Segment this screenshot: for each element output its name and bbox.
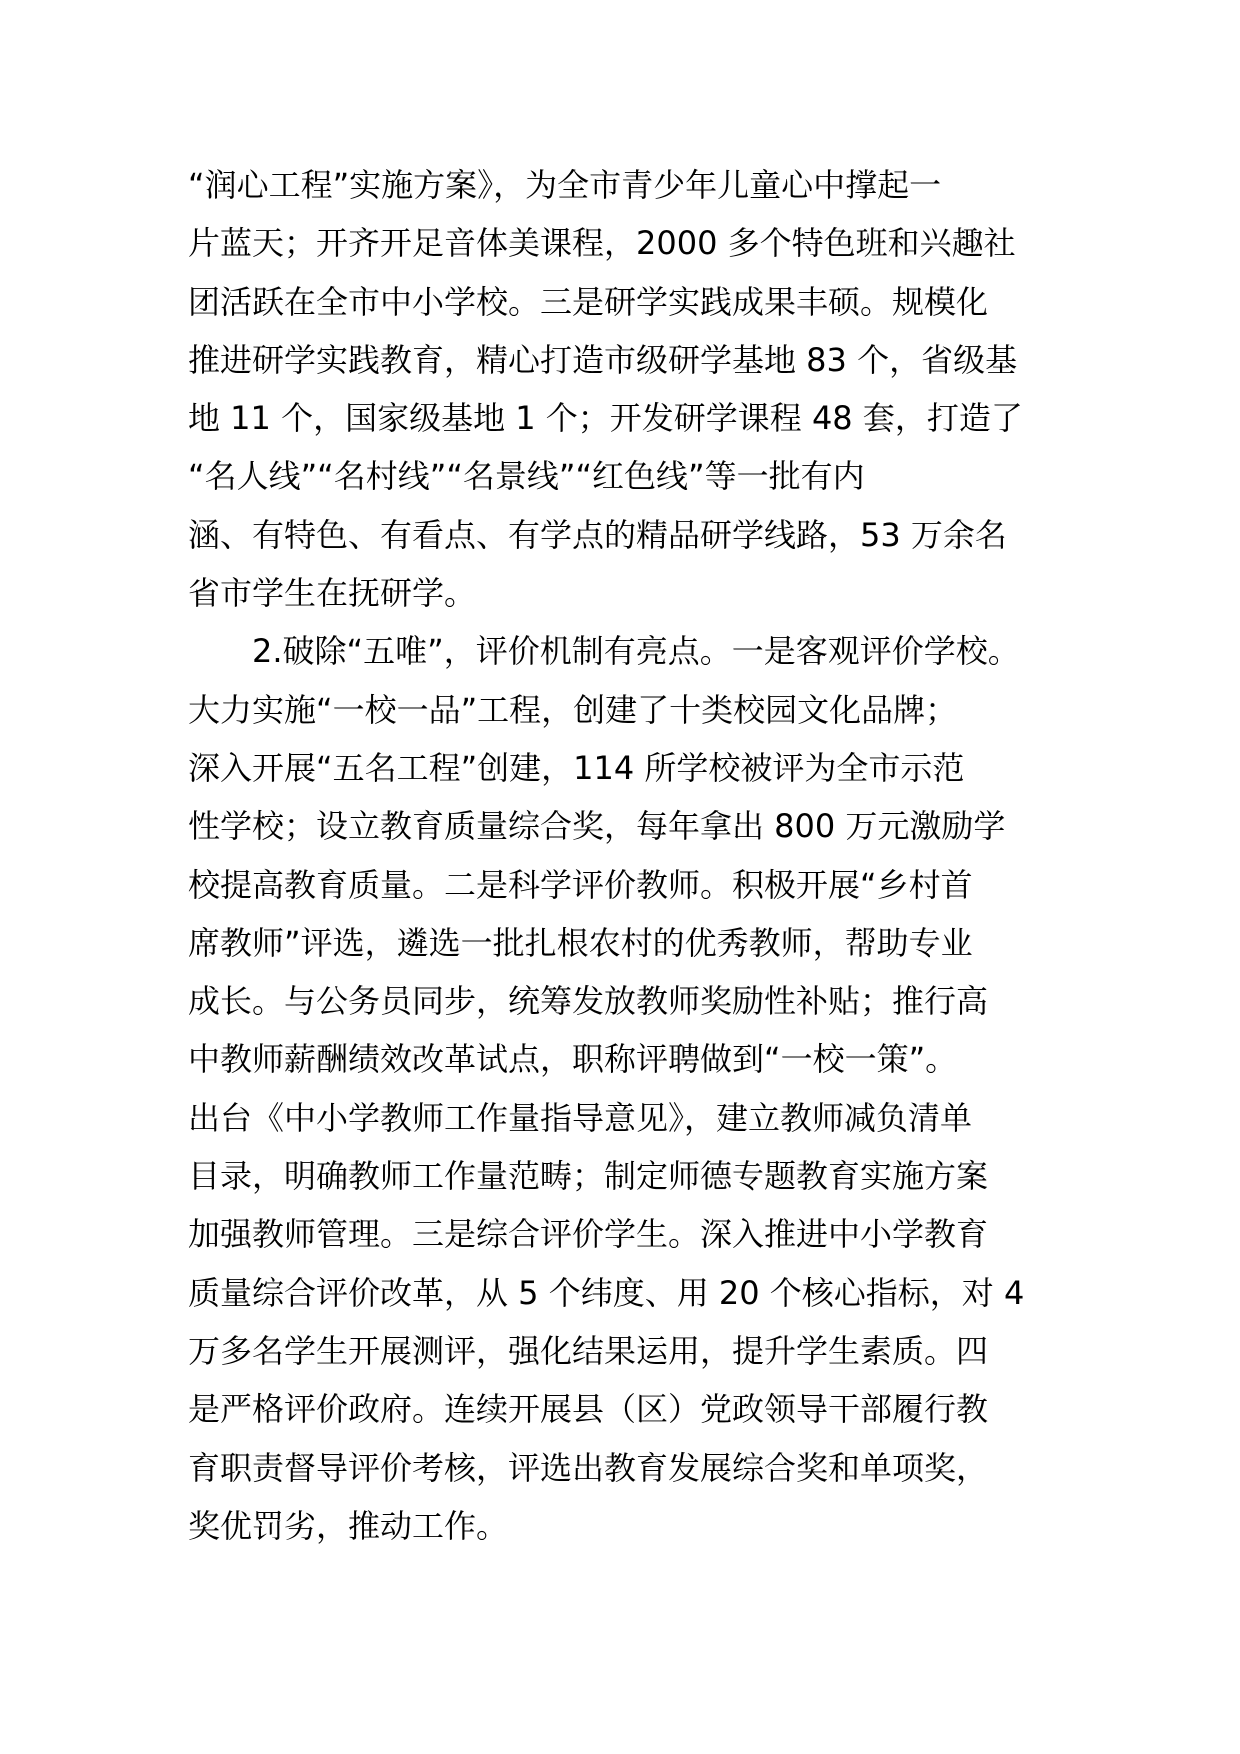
text-line: 涵、有特色、有看点、有学点的精品研学线路，53 万余名 [188, 515, 1007, 554]
text-line: 地 11 个，国家级基地 1 个；开发研学课程 48 套，打造了 [188, 399, 1023, 438]
text-line: 中教师薪酬绩效改革试点，职称评聘做到“一校一策”。 [188, 1040, 958, 1079]
text-line: 加强教师管理。三是综合评价学生。深入推进中小学教育 [188, 1215, 989, 1254]
text-line: 成长。与公务员同步，统筹发放教师奖励性补贴；推行高 [188, 982, 989, 1021]
text-line: 目录，明确教师工作量范畴；制定师德专题教育实施方案 [188, 1157, 989, 1196]
text-line: 片蓝天；开齐开足音体美课程，2000 多个特色班和兴趣社 [188, 224, 1016, 263]
text-line: 出台《中小学教师工作量指导意见》，建立教师减负清单 [188, 1098, 973, 1137]
text-line: 是严格评价政府。连续开展县（区）党政领导干部履行教 [188, 1390, 989, 1429]
text-line: 深入开展“五名工程”创建，114 所学校被评为全市示范 [188, 748, 965, 787]
text-line: 大力实施“一校一品”工程，创建了十类校园文化品牌； [188, 690, 958, 729]
section-heading-line: 2.破除“五唯”，评价机制有亮点。一是客观评价学校。 [252, 632, 1020, 671]
text-line: “名人线”“名村线”“名景线”“红色线”等一批有内 [188, 457, 865, 496]
body-text [188, 156, 1088, 1555]
text-line: 推进研学实践教育，精心打造市级研学基地 83 个，省级基 [188, 340, 1018, 379]
text-line: 性学校；设立教育质量综合奖，每年拿出 800 万元激励学 [188, 807, 1006, 846]
text-line: 育职责督导评价考核，评选出教育发展综合奖和单项奖， [188, 1448, 989, 1487]
text-line: 省市学生在抚研学。 [188, 574, 477, 613]
text-line: 席教师”评选，遴选一批扎根农村的优秀教师，帮助专业 [188, 923, 973, 962]
text-line: 奖优罚劣，推动工作。 [188, 1506, 509, 1545]
text-line: 万多名学生开展测评，强化结果运用，提升学生素质。四 [188, 1331, 989, 1370]
text-line: “润心工程”实施方案》，为全市青少年儿童心中撑起一 [188, 166, 942, 204]
text-line: 团活跃在全市中小学校。三是研学实践成果丰硕。规模化 [188, 282, 989, 321]
text-line: 质量综合评价改革，从 5 个纬度、用 20 个核心指标，对 4 [188, 1273, 1025, 1312]
text-line: 校提高教育质量。二是科学评价教师。积极开展“乡村首 [188, 865, 973, 904]
